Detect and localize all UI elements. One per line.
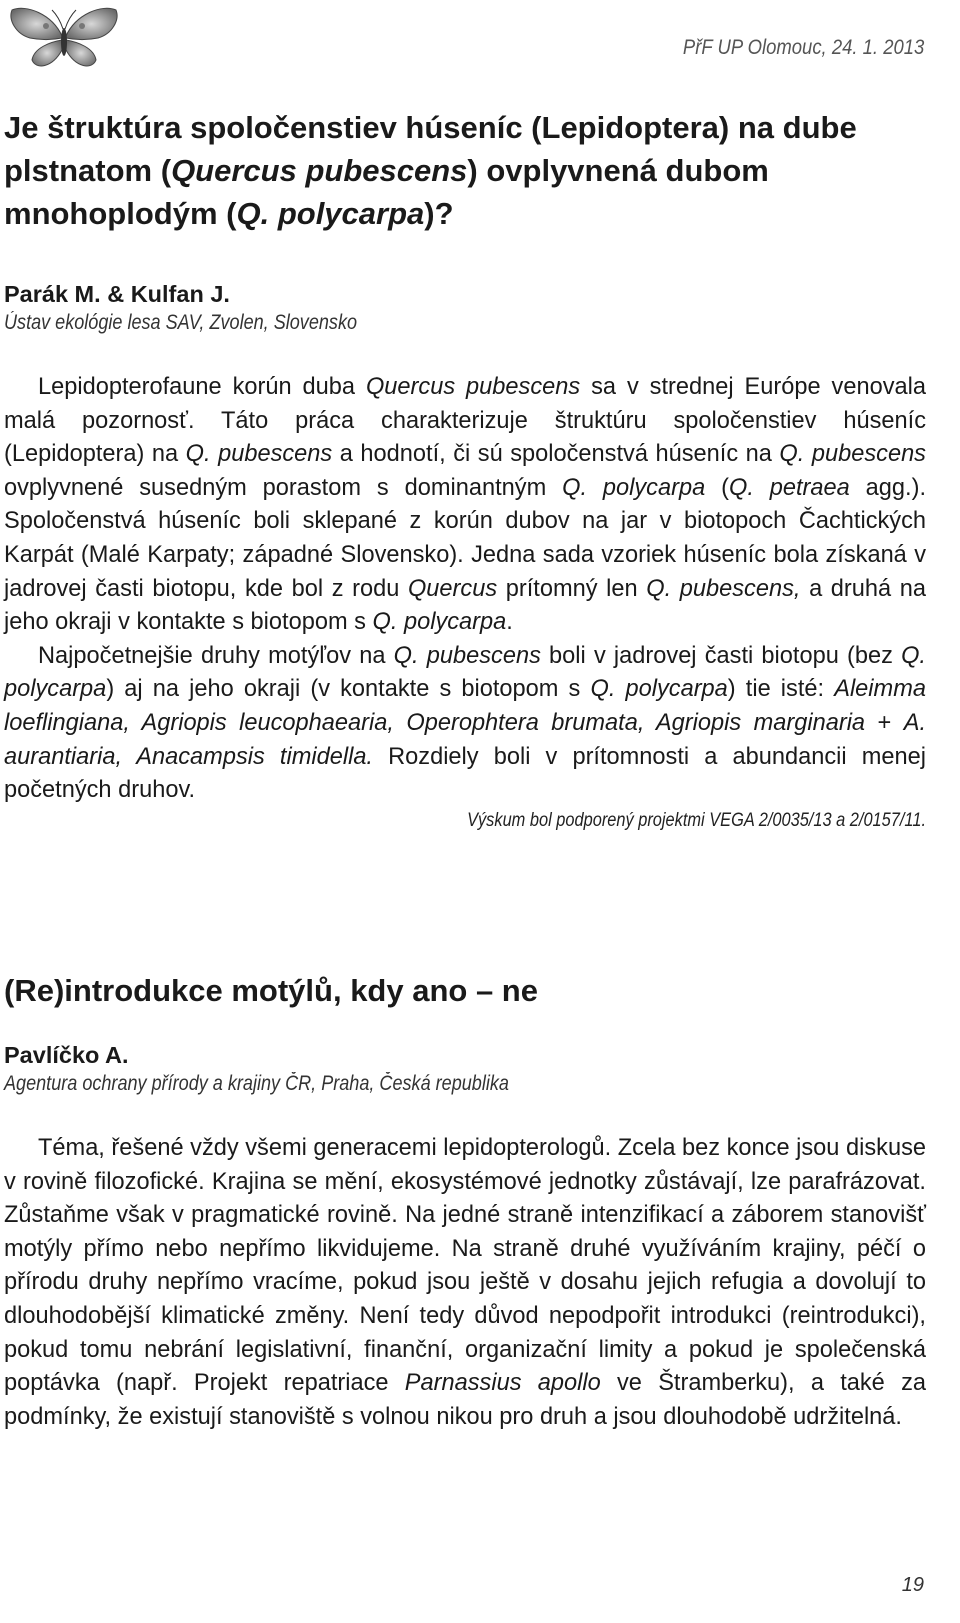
butterfly-logo-icon: [6, 2, 122, 74]
abstract-1: [4, 106, 926, 832]
abstract-2: [4, 969, 926, 1434]
event-header: PřF UP Olomouc, 24. 1. 2013: [682, 36, 924, 59]
abstract-2-affiliation: Agentura ochrany přírody a krajiny ČR, Praha, Česká republika: [4, 1072, 509, 1095]
abstract-1-affiliation: Ústav ekológie lesa SAV, Zvolen, Slovensko: [4, 311, 358, 334]
page-number: 19: [901, 1574, 924, 1596]
abstract-1-authors: Parák M. & Kulfan J.: [4, 281, 230, 307]
abstract-2-title: (Re)introdukce motýlů, kdy ano – ne: [4, 973, 538, 1008]
abstract-1-body: Lepidopterofaune korún duba Quercus pubescens sa v strednej Európe venovala malá pozornosť. Táto práca charakterizuje štruktúru spoločenstiev húseníc (Lepidoptera) na Q. pubescens a hodnotí, či sú spoločenstvá húseníc na Q. pubescens ovplyvnené susedným porastom s dominantným Q. polycarpa (Q. petraea agg.). Spoločenstvá húseníc boli sklepané z korún dubov na jar v biotopoch Čachtických Karpát (Malé Karpaty; západné Slovensko). Jedna sada vzoriek húseníc bola získaná v jadrovej časti biotopu, kde bol z rodu Quercus prítomný len Q. pubescens, a druhá na jeho okraji v kontakte s biotopom s Q. polycarpa. Najpočetnejšie druhy motýľov na Q. pubescens boli v jadrovej časti biotopu (bez Q. polycarpa) aj na jeho okraji (v kontakte s biotopom s Q. polycarpa) tie isté: Aleimma loeflingiana, Agriopis leucophaearia, Operophtera brumata, Agriopis marginaria + A. aurantiaria, Anacampsis timidella. Rozdiely boli v prítomnosti a abundancii menej početných druhov.: [4, 374, 927, 804]
abstract-1-title: Je štruktúra spoločenstiev húseníc (Lepidoptera) na dube plstnatom (Quercus pubescens) ovplyvnená dubom mnohoplodým (Q. polycarpa)?: [4, 110, 857, 231]
abstract-2-body: Téma, řešené vždy všemi generacemi lepidopterologů. Zcela bez konce jsou diskuse v rovině filozofické. Krajina se mění, ekosystémové jednotky zůstávají, lze parafrázovat. Zůstaňme však v pragmatické rovině. Na jedné straně intenzifikací a záborem stanovišť motýly přímo nebo nepřímo likvidujeme. Na straně druhé využíváním krajiny, péčí o přírodu druhy nepřímo vracíme, pokud jsou ještě v dosahu jejich refugia a dovolují to dlouhodobější klimatické změny. Není tedy důvod nepodpořit introdukci (reintrodukci), pokud tomu nebrání legislativní, finanční, organizační limity a pokud je společenská poptávka (např. Projekt repatriace Parnassius apollo ve Štramberku), a také za podmínky, že existují stanoviště s volnou nikou pro druh a jsou dlouhodobě udržitelná.: [4, 1135, 926, 1430]
abstract-2-authors: Pavlíčko A.: [4, 1042, 129, 1068]
acknowledgement: Výskum bol podporený projektmi VEGA 2/0035/13 a 2/0157/11.: [467, 808, 926, 831]
